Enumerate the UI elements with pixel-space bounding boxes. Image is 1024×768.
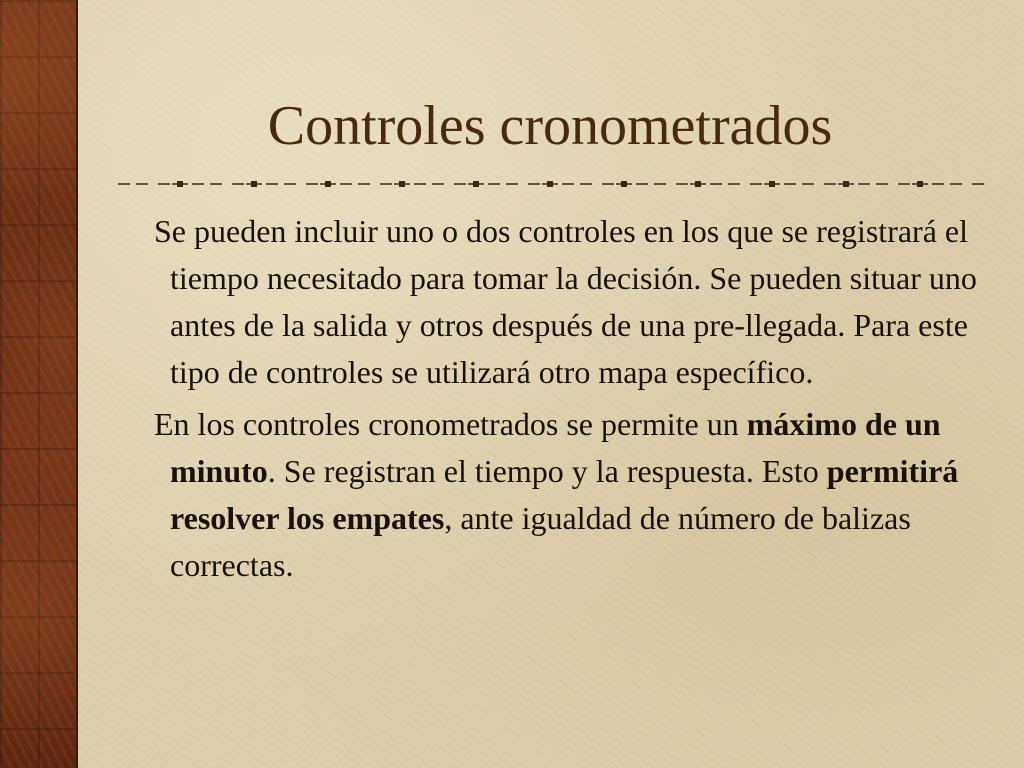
paragraph-1-text: Se pueden incluir uno o dos controles en los que se registrará el tiempo necesitado para tomar la decisión. Se pueden situar uno antes de la salida y otros después de una pre-llegada. Para este tipo de controles se utilizará otro mapa específico. [154, 213, 977, 390]
paragraph-1 [154, 208, 996, 396]
paragraph-2-bold-b: permitirá resolver los empates [170, 453, 959, 536]
paragraph-2-bold-a: máximo de un minuto [170, 406, 941, 489]
dashed-divider [118, 178, 990, 190]
slide-body [154, 208, 996, 594]
paragraph-2-text-b: . Se registran el tiempo y la respuesta. Esto [267, 453, 827, 489]
paragraph-2-text-c: , ante igualdad de número de balizas correctas. [170, 500, 911, 583]
paragraph-2 [154, 401, 996, 589]
paragraph-2-text-a: En los controles cronometrados se permite un [154, 406, 747, 442]
decorative-left-bar [0, 0, 78, 768]
slide-title: Controles cronometrados [267, 95, 833, 157]
